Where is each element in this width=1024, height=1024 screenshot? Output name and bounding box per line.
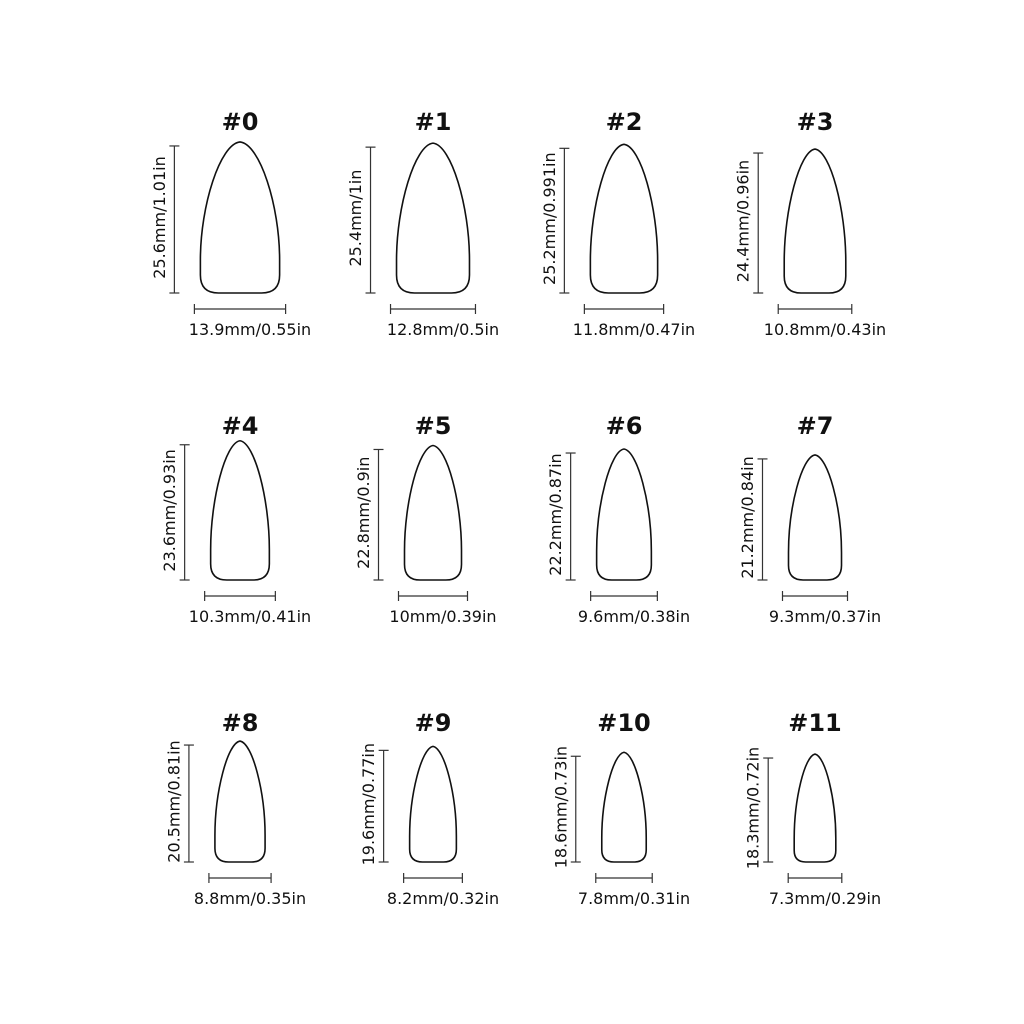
width-dimension-line xyxy=(205,591,276,601)
nail-length-label: 18.6mm/0.73in xyxy=(551,745,571,869)
nail-length-label: 20.5mm/0.81in xyxy=(164,740,184,863)
length-dimension-line xyxy=(566,453,576,580)
nail-size-label: #5 xyxy=(414,412,452,440)
width-dimension-line xyxy=(399,591,468,601)
nail-shape xyxy=(602,752,646,862)
nail-length-label: 25.2mm/0.991in xyxy=(539,152,559,285)
length-dimension-line xyxy=(763,758,773,862)
nail-item xyxy=(150,108,311,339)
nail-width-label: 9.6mm/0.38in xyxy=(577,607,691,626)
length-dimension-line xyxy=(184,745,194,862)
nail-width-label: 7.3mm/0.29in xyxy=(768,889,882,908)
nail-length-label: 21.2mm/0.84in xyxy=(737,456,757,579)
length-dimension-line xyxy=(180,445,190,580)
width-dimension-line xyxy=(596,873,652,883)
nail-width-label: 13.9mm/0.55in xyxy=(188,320,312,339)
nail-shape xyxy=(405,445,462,580)
nail-size-label: #9 xyxy=(414,709,452,737)
nail-width-label: 12.8mm/0.5in xyxy=(386,320,500,339)
length-dimension-line xyxy=(559,148,569,293)
length-dimension-line xyxy=(379,750,389,862)
nail-width-label: 11.8mm/0.47in xyxy=(572,320,696,339)
nail-length-label: 18.3mm/0.72in xyxy=(743,746,763,870)
length-dimension-line xyxy=(374,449,384,580)
width-dimension-line xyxy=(391,304,476,314)
nail-shape xyxy=(397,143,470,293)
nail-shape xyxy=(794,754,836,862)
nail-shape xyxy=(590,144,657,293)
width-dimension-line xyxy=(591,591,658,601)
nail-shape xyxy=(410,746,457,862)
length-dimension-line xyxy=(571,756,581,862)
nail-size-label: #4 xyxy=(221,412,259,440)
nail-size-label: #11 xyxy=(788,709,842,737)
nail-shape xyxy=(215,741,265,862)
nail-shape xyxy=(597,449,652,580)
nail-size-label: #7 xyxy=(796,412,834,440)
nail-size-label: #8 xyxy=(221,709,259,737)
nail-size-label: #3 xyxy=(796,108,834,136)
nail-width-label: 10.8mm/0.43in xyxy=(763,320,887,339)
nail-item xyxy=(346,108,499,339)
length-dimension-line xyxy=(757,459,767,580)
nail-shape xyxy=(211,441,270,580)
nail-length-label: 22.2mm/0.87in xyxy=(546,453,566,576)
length-dimension-line xyxy=(753,153,763,293)
width-dimension-line xyxy=(194,304,285,314)
nail-item xyxy=(551,709,690,908)
width-dimension-line xyxy=(782,591,847,601)
nail-shape xyxy=(788,455,841,580)
nail-size-label: #1 xyxy=(414,108,452,136)
nail-item xyxy=(738,412,881,626)
nail-width-label: 10.3mm/0.41in xyxy=(188,607,312,626)
nail-width-label: 10mm/0.39in xyxy=(389,607,497,626)
nail-length-label: 25.4mm/1in xyxy=(346,169,366,267)
nail-size-label: #6 xyxy=(605,412,643,440)
length-dimension-line xyxy=(366,147,376,293)
nail-item xyxy=(734,108,886,339)
nail-item xyxy=(744,709,881,908)
width-dimension-line xyxy=(584,304,663,314)
nail-item xyxy=(540,108,695,339)
nail-item xyxy=(164,709,306,908)
nail-width-label: 8.8mm/0.35in xyxy=(193,889,307,908)
nail-size-label: #10 xyxy=(597,709,651,737)
nail-size-label: #0 xyxy=(221,108,259,136)
nail-item xyxy=(354,412,497,626)
nail-size-label: #2 xyxy=(605,108,643,136)
nail-item xyxy=(546,412,690,626)
nail-item xyxy=(359,709,499,908)
nail-length-label: 24.4mm/0.96in xyxy=(733,159,753,283)
nail-shape xyxy=(200,142,279,293)
width-dimension-line xyxy=(788,873,842,883)
nail-length-label: 25.6mm/1.01in xyxy=(149,156,169,279)
length-dimension-line xyxy=(169,146,179,293)
width-dimension-line xyxy=(209,873,271,883)
width-dimension-line xyxy=(778,304,852,314)
nail-shape xyxy=(784,149,846,293)
nail-length-label: 19.6mm/0.77in xyxy=(359,742,379,866)
nail-width-label: 8.2mm/0.32in xyxy=(386,889,500,908)
nail-item xyxy=(160,412,311,626)
nail-length-label: 23.6mm/0.93in xyxy=(160,449,180,572)
width-dimension-line xyxy=(404,873,463,883)
nail-length-label: 22.8mm/0.9in xyxy=(354,456,373,569)
nail-width-label: 7.8mm/0.31in xyxy=(577,889,691,908)
nail-width-label: 9.3mm/0.37in xyxy=(768,607,882,626)
